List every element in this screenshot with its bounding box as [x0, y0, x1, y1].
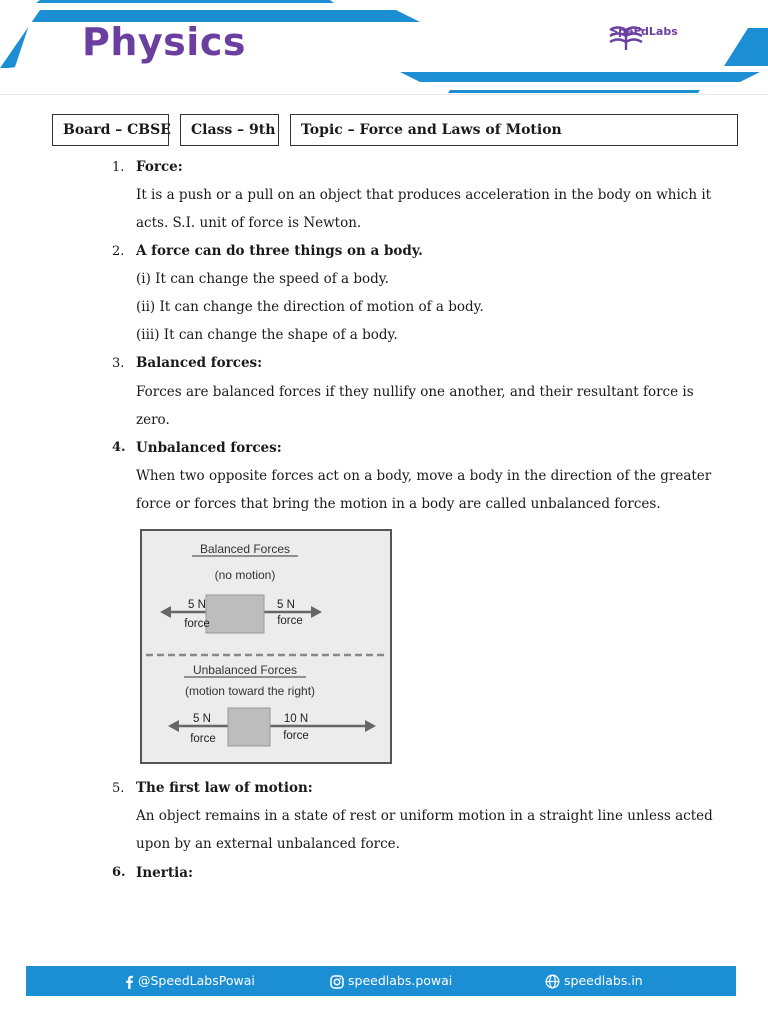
paragraph-line: acts. S.I. unit of force is Newton. — [136, 215, 362, 231]
page-title: Physics — [82, 20, 246, 64]
force-label: force — [190, 733, 216, 745]
item-number: 1. — [112, 160, 125, 175]
facebook-handle: @SpeedLabsPowai — [138, 973, 255, 988]
instagram-link[interactable] — [330, 966, 452, 996]
paragraph-line: It is a push or a pull on an object that produces acceleration in the body on which it — [136, 187, 712, 203]
section-heading: The first law of motion: — [136, 780, 313, 796]
unbalanced-subtitle: (motion toward the right) — [184, 684, 316, 698]
class-box: Class – 9th — [180, 114, 279, 146]
block — [206, 595, 264, 633]
page-footer — [26, 966, 736, 996]
section-heading: Unbalanced forces: — [136, 440, 282, 456]
paragraph-line: An object remains in a state of rest or uniform motion in a straight line unless acted — [136, 808, 713, 824]
forces-diagram — [140, 529, 392, 764]
website-url: speedlabs.in — [564, 973, 643, 988]
force-label: 5 N — [277, 599, 295, 611]
unbalanced-title: Unbalanced Forces — [192, 663, 298, 677]
instagram-handle: speedlabs.powai — [348, 973, 453, 988]
board-box: Board – CBSE — [52, 114, 169, 146]
item-number: 5. — [112, 781, 125, 796]
paragraph-line: (iii) It can change the shape of a body. — [136, 327, 398, 343]
block — [228, 708, 270, 746]
paragraph-line: force or forces that bring the motion in a body are called unbalanced forces. — [136, 496, 661, 512]
paragraph-line: zero. — [136, 412, 170, 428]
item-number: 2. — [112, 244, 125, 259]
page-header — [0, 0, 768, 96]
item-number: 3. — [112, 356, 125, 371]
website-link[interactable] — [545, 966, 643, 996]
instagram-icon — [330, 975, 344, 989]
force-label: force — [277, 615, 303, 627]
topic-box: Topic – Force and Laws of Motion — [290, 114, 738, 146]
paragraph-line: Forces are balanced forces if they nullify one another, and their resultant force is — [136, 384, 694, 400]
globe-icon — [545, 974, 560, 989]
section-heading: Inertia: — [136, 865, 193, 881]
item-number: 4. — [112, 440, 126, 455]
facebook-link[interactable] — [124, 966, 255, 996]
logo-text: SpeEdLabs — [610, 25, 678, 38]
section-heading: A force can do three things on a body. — [136, 243, 423, 259]
paragraph-line: upon by an external unbalanced force. — [136, 836, 400, 852]
paragraph-line: When two opposite forces act on a body, move a body in the direction of the greater — [136, 468, 712, 484]
force-label: force — [283, 730, 309, 742]
book-logo-icon — [606, 24, 646, 54]
balanced-subtitle: (no motion) — [214, 568, 276, 582]
force-label: 5 N — [193, 713, 211, 725]
balanced-title: Balanced Forces — [199, 542, 291, 556]
speedlabs-logo — [606, 24, 682, 38]
paragraph-line: (i) It can change the speed of a body. — [136, 271, 389, 287]
force-label: 5 N — [188, 599, 206, 611]
section-heading: Balanced forces: — [136, 355, 263, 371]
facebook-icon — [124, 975, 134, 989]
section-heading: Force: — [136, 159, 183, 175]
paragraph-line: (ii) It can change the direction of motion of a body. — [136, 299, 484, 315]
item-number: 6. — [112, 865, 126, 880]
force-label: 10 N — [283, 713, 309, 725]
force-label: force — [184, 618, 210, 630]
